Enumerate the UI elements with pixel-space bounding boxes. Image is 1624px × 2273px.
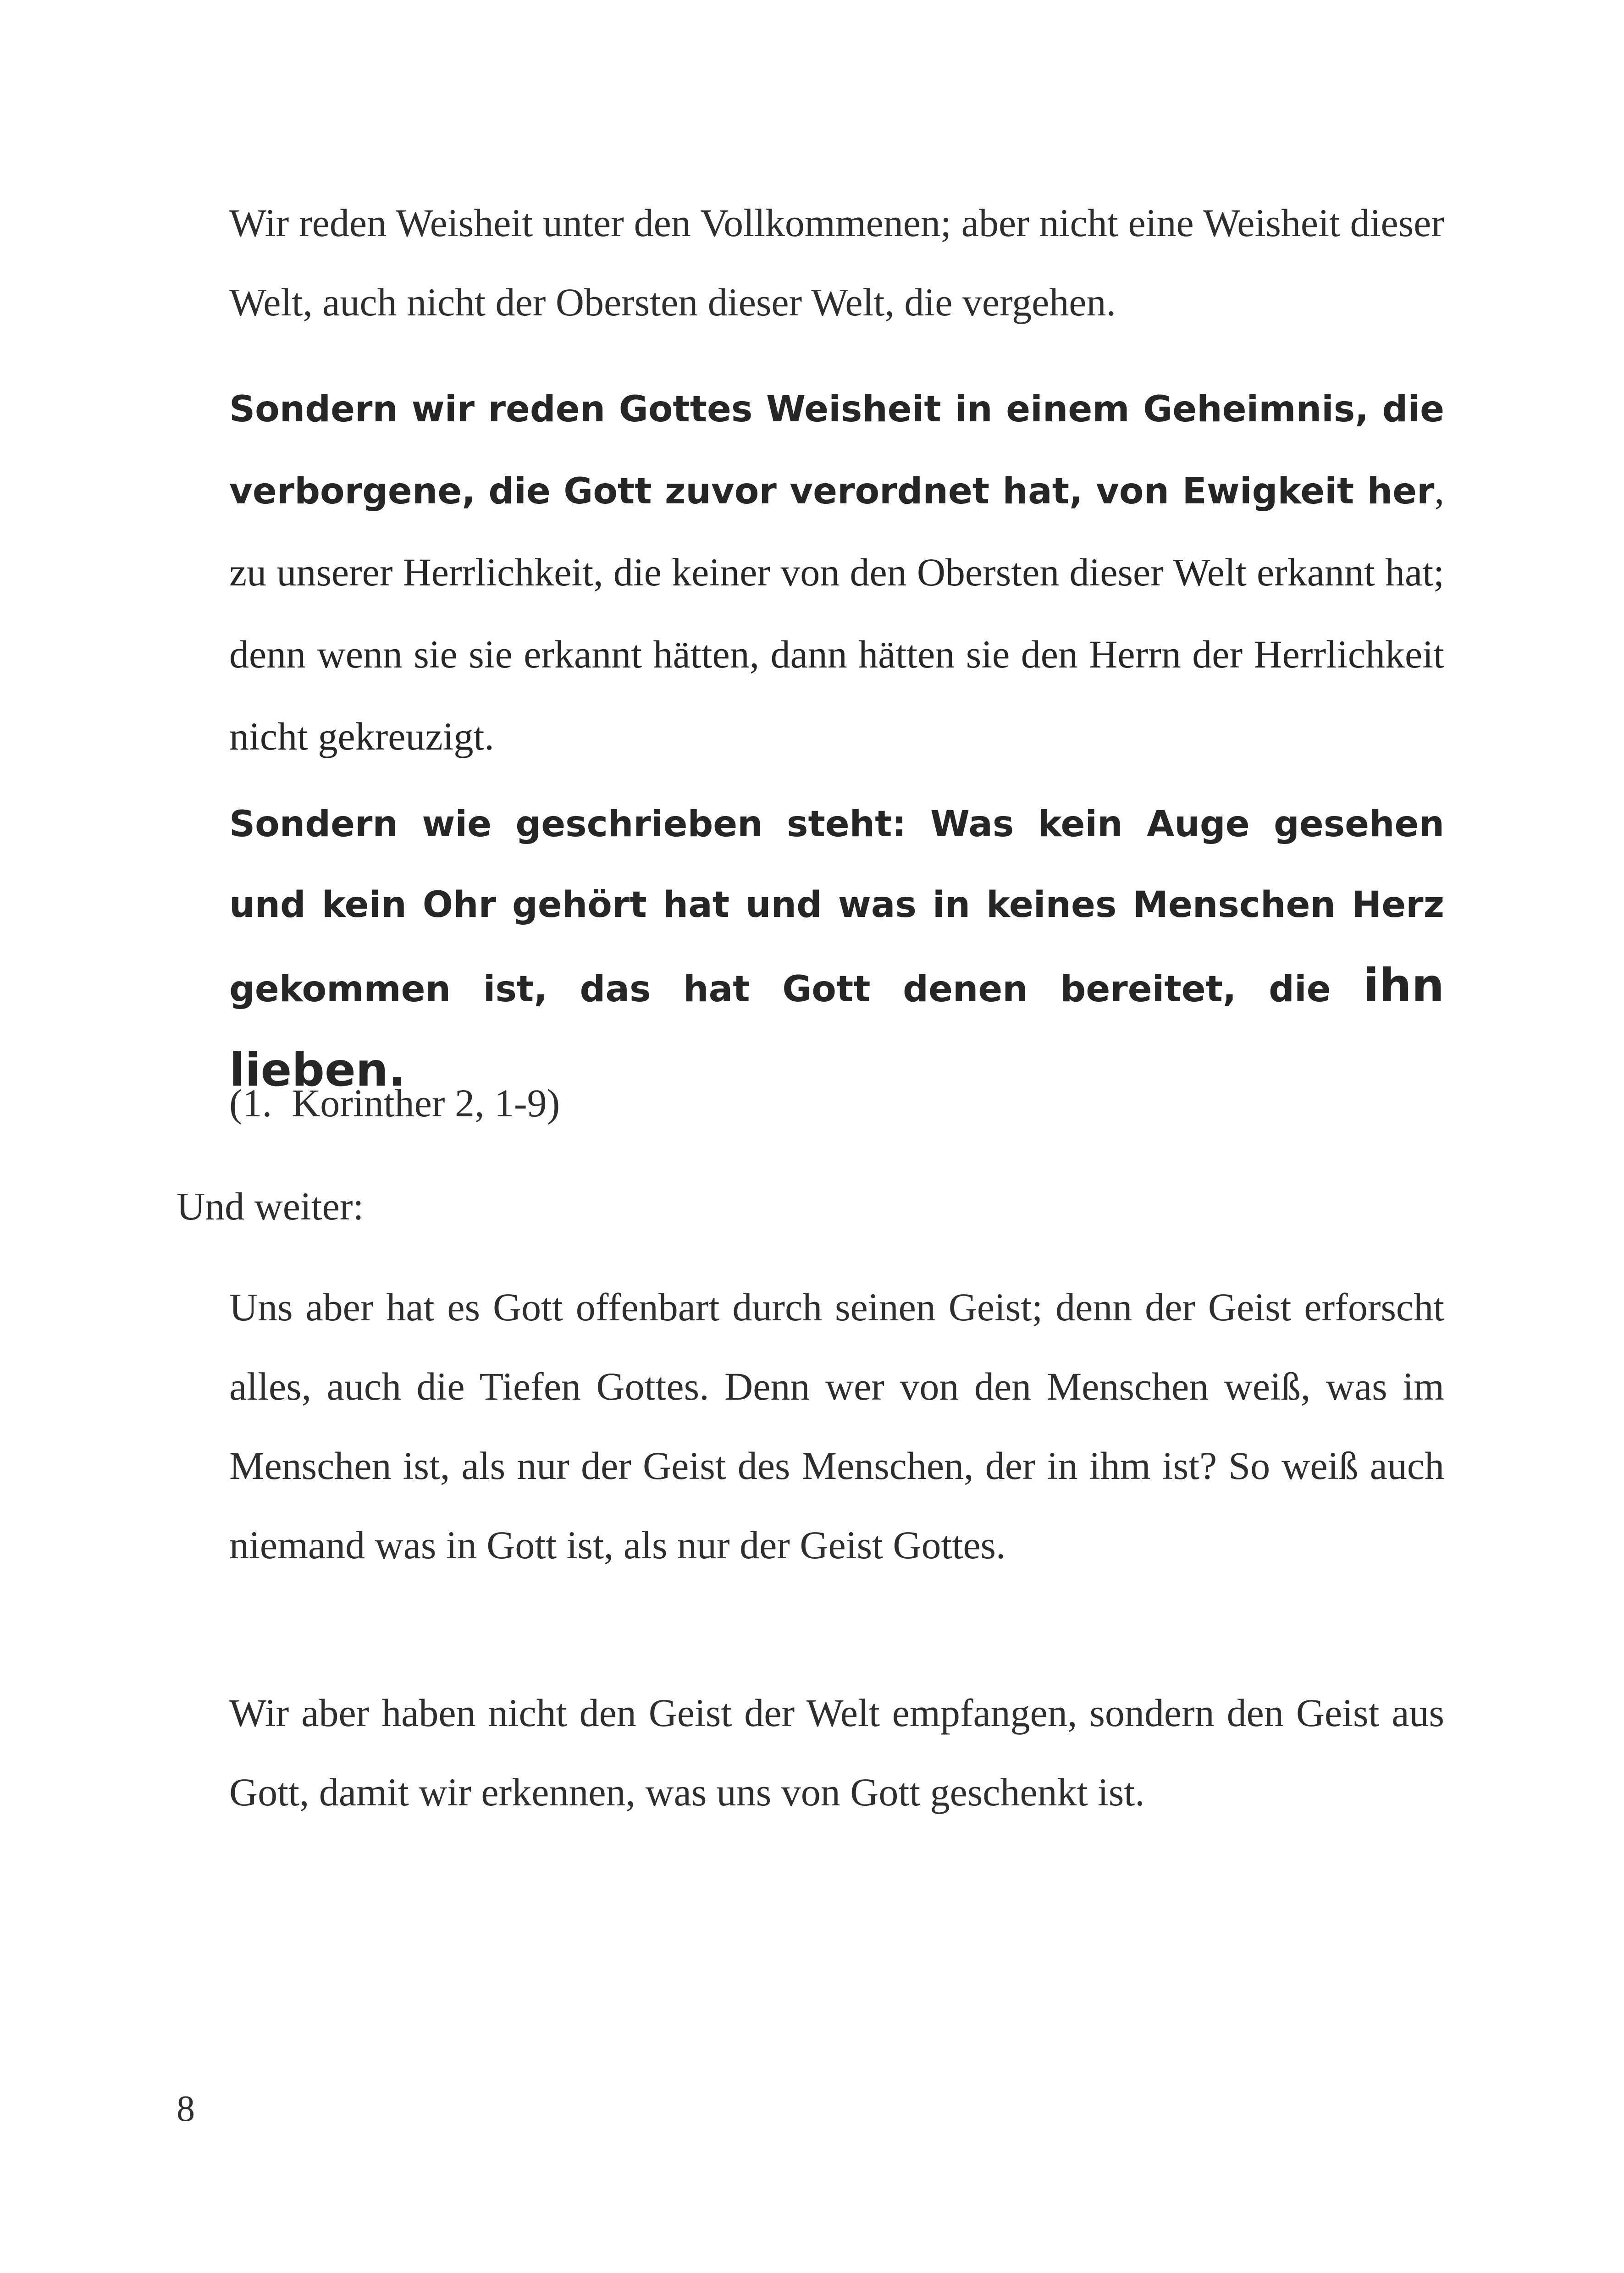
passage-2-bold-text: Sondern wir reden Gottes Weisheit in einem Geheimnis, die verborgene, die Gott zuvor verordnet hat, von Ewigkeit her <box>229 389 1444 512</box>
bible-reference-text: (1. Korinther 2, 1-9) <box>229 1081 560 1125</box>
passage-4 <box>229 1268 1444 1585</box>
page-number: 8 <box>177 2089 195 2129</box>
transition-text: Und weiter: <box>177 1184 364 1228</box>
passage-3-emphasis: ihn lieben. <box>229 959 1444 1097</box>
passage-2 <box>229 369 1444 778</box>
passage-3-text: Sondern wie geschrieben steht: Was kein Auge gesehen und kein Ohr gehört hat und was in keines Menschen Herz gekommen ist, das hat Gott denen bereitet, die <box>229 804 1444 1010</box>
passage-4-text: Uns aber hat es Gott offenbart durch seinen Geist; denn der Geist erforscht alles, auch die Tiefen Gottes. Denn wer von den Menschen weiß, was im Menschen ist, als nur der Geist des Menschen, der in ihm ist? So weiß auch niemand was in Gott ist, als nur der Geist Gottes. <box>229 1285 1444 1567</box>
bible-reference <box>229 1064 1444 1143</box>
passage-2-normal-text: , zu unserer Herrlichkeit, die keiner von den Obersten dieser Welt erkannt hat; denn wenn sie sie erkannt hätten, dann hätten sie den Herrn der Herrlichkeit nicht gekreuzigt. <box>229 468 1444 758</box>
passage-1 <box>229 183 1444 342</box>
passage-5-text: Wir aber haben nicht den Geist der Welt empfangen, sondern den Geist aus Gott, damit wir erkennen, was uns von Gott geschenkt ist. <box>229 1691 1444 1814</box>
passage-5 <box>229 1673 1444 1832</box>
passage-1-text: Wir reden Weisheit unter den Vollkommenen; aber nicht eine Weisheit dieser Welt, auch nicht der Obersten dieser Welt, die vergehen. <box>229 201 1444 324</box>
